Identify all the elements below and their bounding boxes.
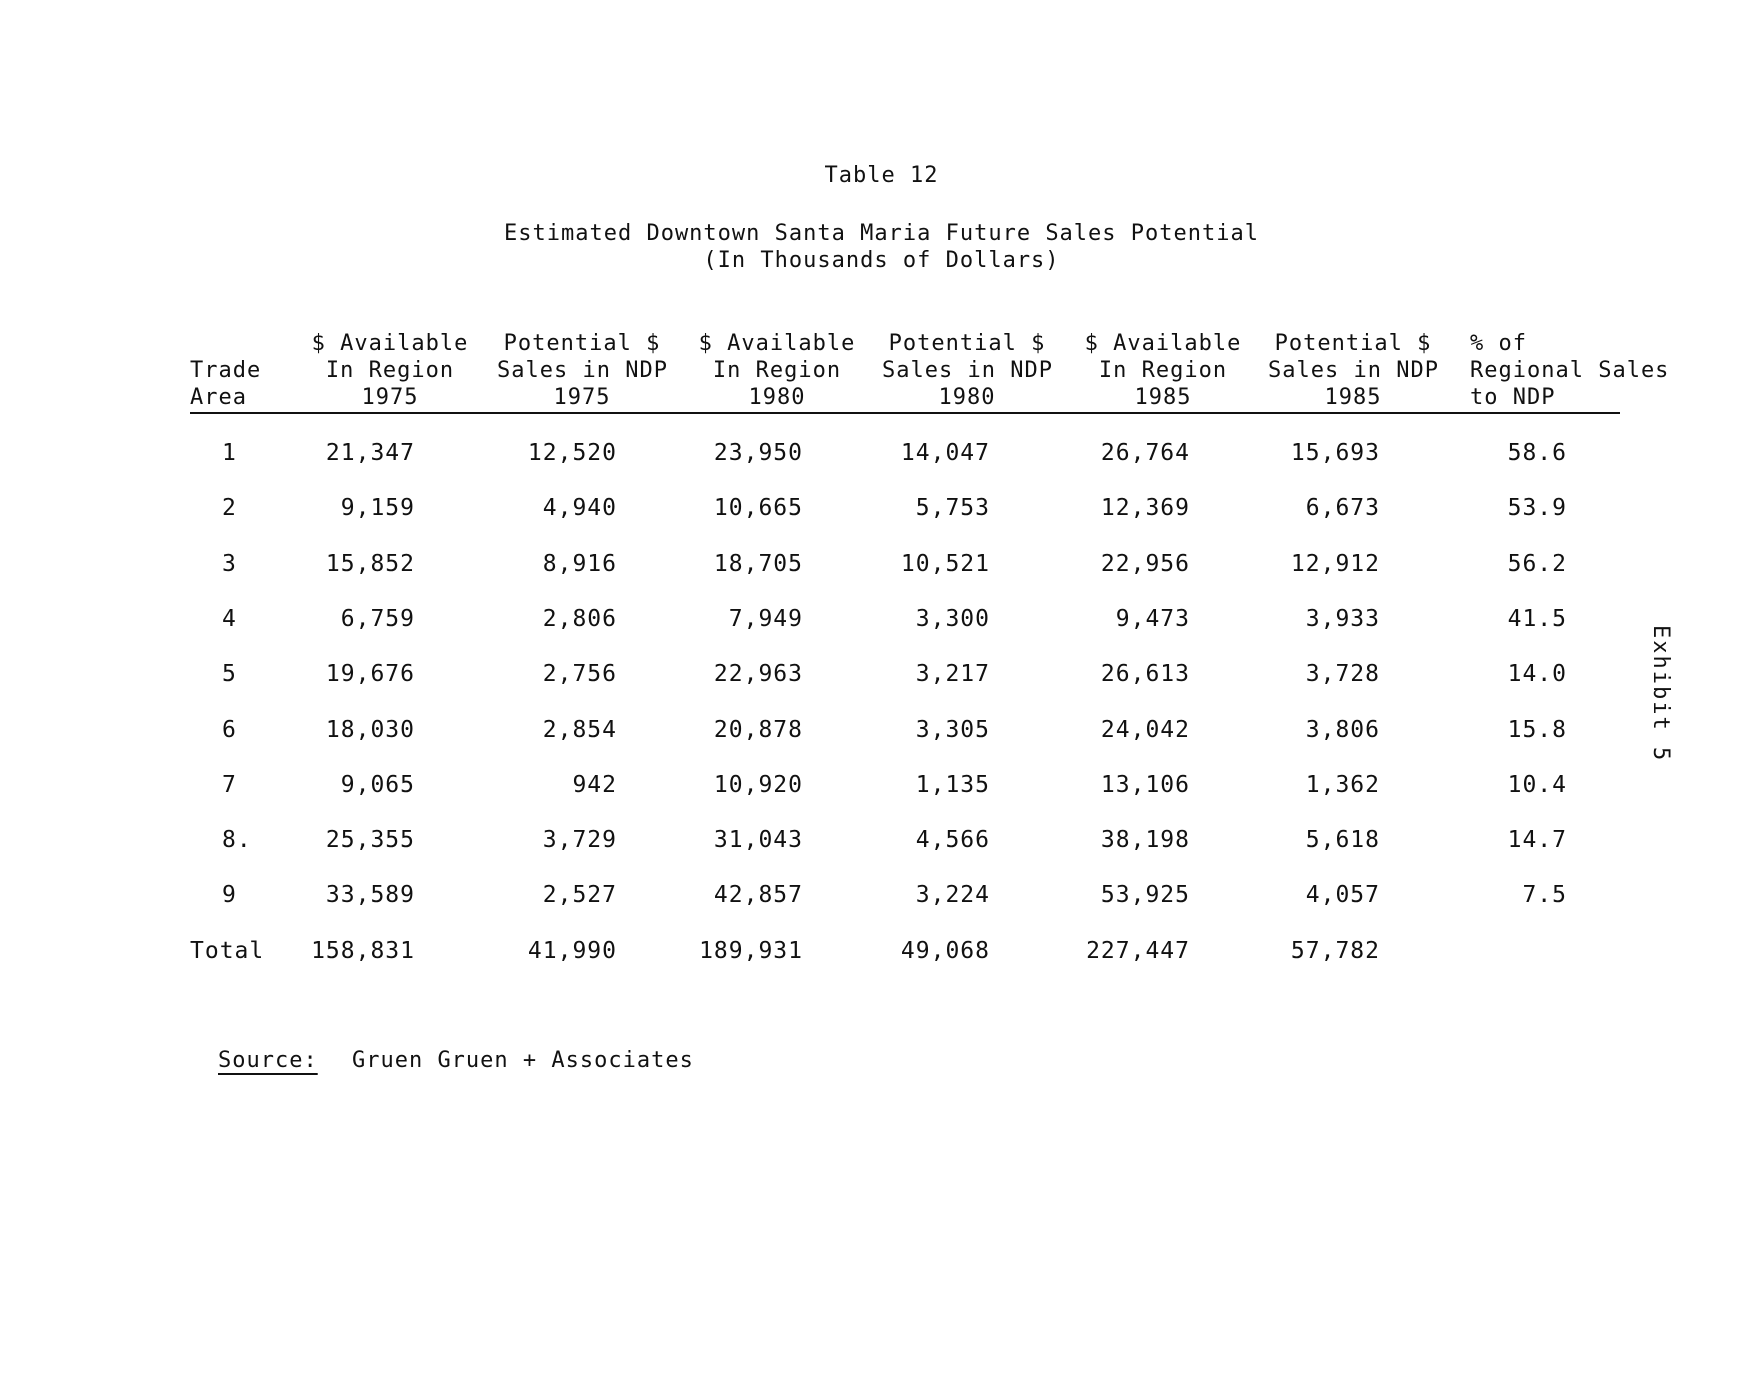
value-cell: 18,705 xyxy=(713,550,803,577)
value-cell: 10,665 xyxy=(713,495,803,522)
value-cell: 22,963 xyxy=(713,661,803,688)
value-cell: 31,043 xyxy=(713,827,803,854)
source-value: Gruen Gruen + Associates xyxy=(351,1048,694,1073)
value-cell: 1,362 xyxy=(1305,771,1380,798)
value-cell: 5,753 xyxy=(915,495,990,522)
value-cell: 2,756 xyxy=(542,661,617,688)
value-cell: 10,521 xyxy=(900,550,990,577)
value-cell: 12,912 xyxy=(1290,550,1380,577)
value-cell: 26,764 xyxy=(1100,440,1190,466)
header-line: In Region xyxy=(1098,358,1228,383)
value-cell: 9,473 xyxy=(1115,605,1190,632)
value-cell: 14.0 xyxy=(1507,661,1567,688)
value-cell: 7.5 xyxy=(1522,882,1567,909)
value-cell: 2,854 xyxy=(542,716,617,743)
header-percent-regional xyxy=(1470,330,1669,411)
value-cell: 4,940 xyxy=(542,495,617,522)
value-cell: 56.2 xyxy=(1507,550,1567,577)
header-line: Sales in NDP xyxy=(1268,358,1439,383)
value-cell: 3,728 xyxy=(1305,661,1380,688)
value-cell: 41.5 xyxy=(1507,605,1567,632)
header-line: In Region xyxy=(712,358,842,383)
header-trade-area xyxy=(190,357,261,411)
header-line: 1980 xyxy=(748,385,806,410)
value-cell: 7,949 xyxy=(728,605,803,632)
header-potential-1975 xyxy=(497,330,667,411)
value-cell: 2,527 xyxy=(542,882,617,909)
table-row xyxy=(0,661,1763,701)
header-line: to NDP xyxy=(1470,385,1556,410)
header-line: Trade xyxy=(190,358,262,383)
header-available-1980 xyxy=(697,330,857,411)
value-cell: 6,673 xyxy=(1305,495,1380,522)
table-row xyxy=(0,606,1763,646)
table-row xyxy=(0,772,1763,812)
table-row xyxy=(0,440,1763,480)
header-line: $ Available xyxy=(698,331,856,356)
value-cell: 9,159 xyxy=(340,495,415,522)
value-cell: 33,589 xyxy=(325,882,415,909)
header-line: 1980 xyxy=(938,385,996,410)
value-cell: 227,447 xyxy=(1086,937,1190,964)
value-cell: 15,852 xyxy=(325,550,415,577)
value-cell: 58.6 xyxy=(1507,440,1567,466)
value-cell: 3,300 xyxy=(915,605,990,632)
value-cell: 3,729 xyxy=(542,827,617,854)
header-line: Regional Sales xyxy=(1470,358,1670,383)
value-cell: 42,857 xyxy=(713,882,803,909)
header-line: 1985 xyxy=(1324,385,1382,410)
value-cell: 3,933 xyxy=(1305,605,1380,632)
exhibit-label: Exhibit 5 xyxy=(1648,625,1673,763)
trade-area-cell: 5 xyxy=(222,661,237,688)
value-cell: 8,916 xyxy=(542,550,617,577)
header-line: Area xyxy=(190,385,247,410)
trade-area-cell: Total xyxy=(190,937,265,964)
table-row xyxy=(0,495,1763,535)
value-cell: 23,950 xyxy=(713,440,803,466)
value-cell: 12,369 xyxy=(1100,495,1190,522)
value-cell: 53.9 xyxy=(1507,495,1567,522)
trade-area-cell: 7 xyxy=(222,771,237,798)
value-cell: 6,759 xyxy=(340,605,415,632)
header-line: 1975 xyxy=(553,385,611,410)
value-cell: 18,030 xyxy=(325,716,415,743)
value-cell: 19,676 xyxy=(325,661,415,688)
table-row xyxy=(0,551,1763,591)
value-cell: 2,806 xyxy=(542,605,617,632)
trade-area-cell: 1 xyxy=(222,440,237,466)
trade-area-cell: 9 xyxy=(222,882,237,909)
header-line: $ Available xyxy=(1084,331,1242,356)
value-cell: 15.8 xyxy=(1507,716,1567,743)
table-row xyxy=(0,717,1763,757)
value-cell: 12,520 xyxy=(527,440,617,466)
value-cell: 1,135 xyxy=(915,771,990,798)
header-line: Sales in NDP xyxy=(497,358,668,383)
table-subtitle: (In Thousands of Dollars) xyxy=(703,248,1060,273)
value-cell: 14.7 xyxy=(1507,827,1567,854)
table-total-row xyxy=(0,938,1763,978)
header-line: Sales in NDP xyxy=(882,358,1053,383)
value-cell: 3,806 xyxy=(1305,716,1380,743)
value-cell: 158,831 xyxy=(311,937,415,964)
value-cell: 22,956 xyxy=(1100,550,1190,577)
value-cell: 21,347 xyxy=(325,440,415,466)
value-cell: 13,106 xyxy=(1100,771,1190,798)
source-note xyxy=(218,1048,694,1073)
header-potential-1980 xyxy=(882,330,1052,411)
trade-area-cell: 8. xyxy=(222,827,252,854)
table-row xyxy=(0,882,1763,922)
table-row xyxy=(0,827,1763,867)
value-cell: 10,920 xyxy=(713,771,803,798)
value-cell: 3,224 xyxy=(915,882,990,909)
value-cell: 5,618 xyxy=(1305,827,1380,854)
header-line: Potential $ xyxy=(1274,331,1432,356)
value-cell: 24,042 xyxy=(1100,716,1190,743)
value-cell: 15,693 xyxy=(1290,440,1380,466)
value-cell: 25,355 xyxy=(325,827,415,854)
value-cell: 41,990 xyxy=(527,937,617,964)
header-available-1985 xyxy=(1083,330,1243,411)
value-cell: 189,931 xyxy=(699,937,803,964)
header-line: 1975 xyxy=(361,385,419,410)
value-cell: 942 xyxy=(572,771,617,798)
trade-area-cell: 2 xyxy=(222,495,237,522)
value-cell: 9,065 xyxy=(340,771,415,798)
header-line: 1985 xyxy=(1134,385,1192,410)
table-title: Estimated Downtown Santa Maria Future Sales Potential xyxy=(504,221,1259,246)
value-cell: 53,925 xyxy=(1100,882,1190,909)
header-rule xyxy=(190,412,1620,414)
table-number: Table 12 xyxy=(824,163,939,188)
value-cell: 57,782 xyxy=(1290,937,1380,964)
header-line: Potential $ xyxy=(503,331,661,356)
value-cell: 4,057 xyxy=(1305,882,1380,909)
value-cell: 14,047 xyxy=(900,440,990,466)
value-cell: 26,613 xyxy=(1100,661,1190,688)
value-cell: 20,878 xyxy=(713,716,803,743)
value-cell: 4,566 xyxy=(915,827,990,854)
source-label: Source: xyxy=(218,1048,318,1073)
header-available-1975 xyxy=(310,330,470,411)
header-line: In Region xyxy=(325,358,455,383)
value-cell: 3,217 xyxy=(915,661,990,688)
trade-area-cell: 4 xyxy=(222,605,237,632)
header-potential-1985 xyxy=(1268,330,1438,411)
trade-area-cell: 3 xyxy=(222,550,237,577)
value-cell: 10.4 xyxy=(1507,771,1567,798)
header-line: % of xyxy=(1470,331,1527,356)
trade-area-cell: 6 xyxy=(222,716,237,743)
value-cell: 38,198 xyxy=(1100,827,1190,854)
header-line: $ Available xyxy=(311,331,469,356)
value-cell: 49,068 xyxy=(900,937,990,964)
value-cell: 3,305 xyxy=(915,716,990,743)
header-line: Potential $ xyxy=(888,331,1046,356)
